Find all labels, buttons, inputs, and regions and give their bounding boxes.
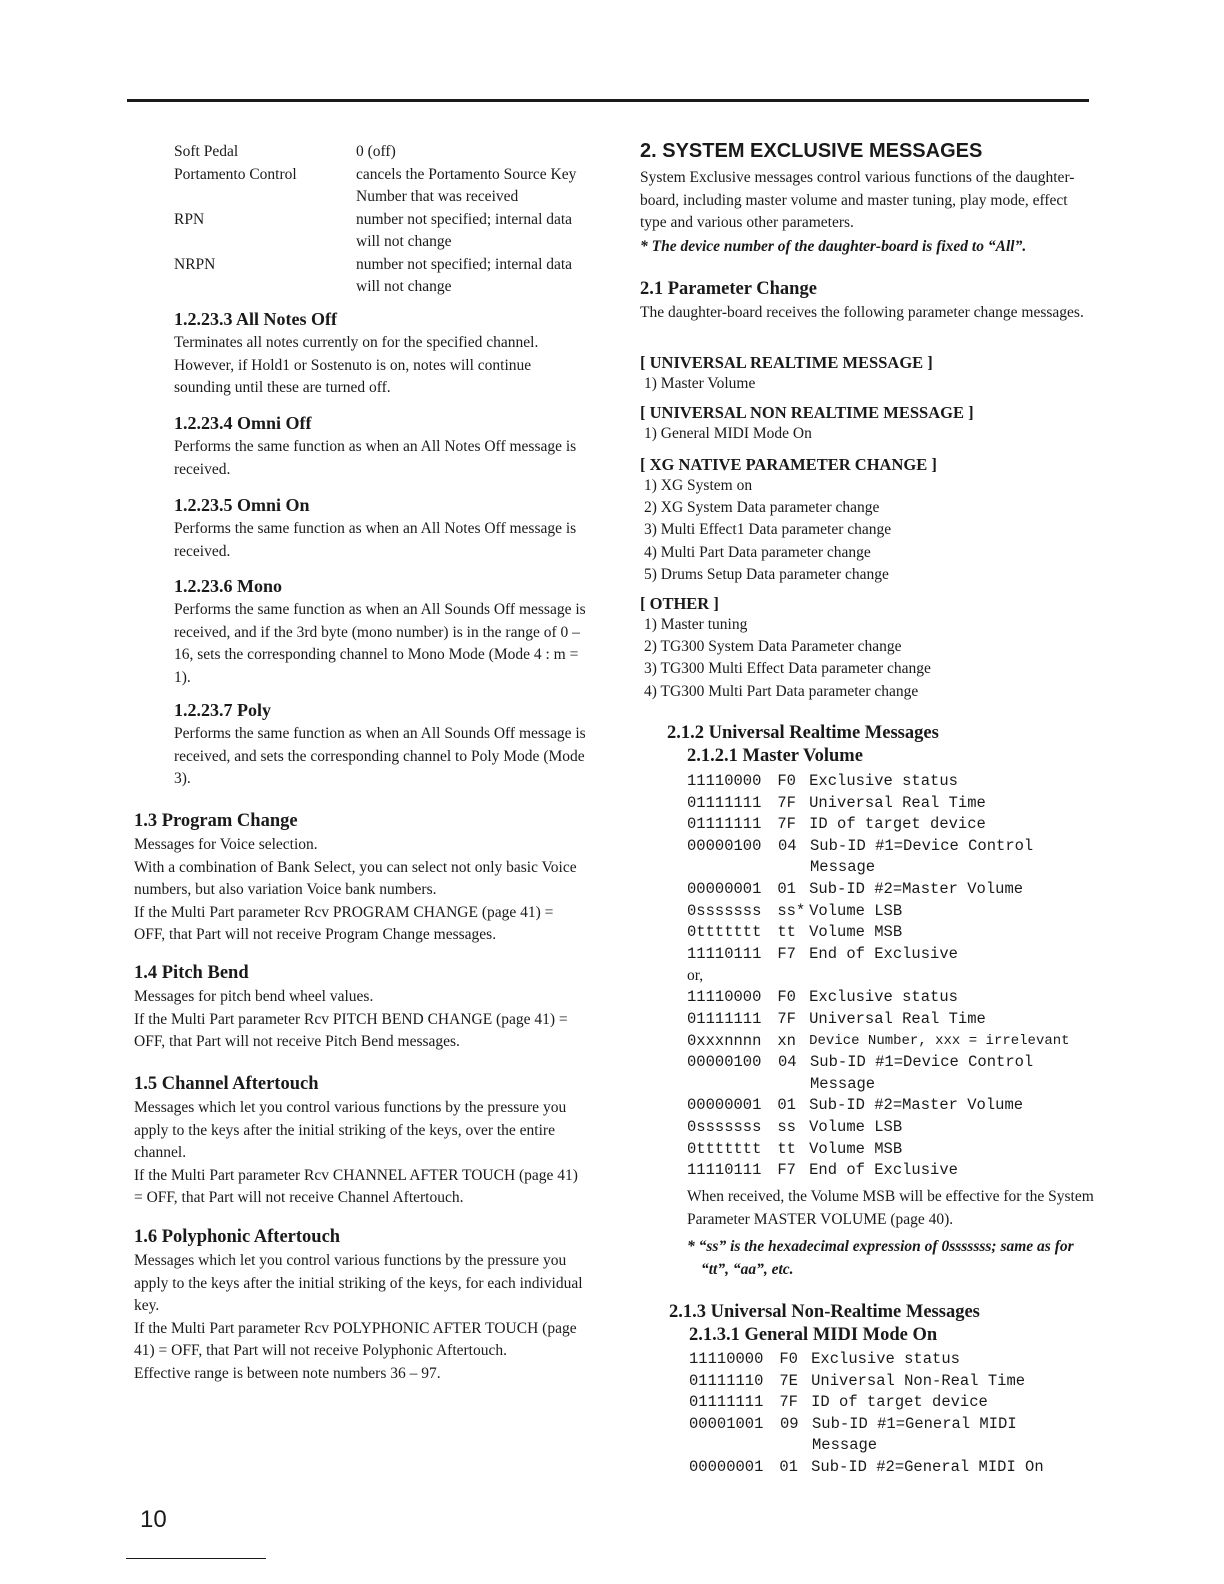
table-row	[687, 1031, 1097, 1053]
hex-value: tt	[777, 923, 796, 942]
section-1-3	[134, 811, 586, 947]
section-heading: 2.1.2 Universal Realtime Messages	[667, 723, 939, 743]
group-header: [ UNIVERSAL REALTIME MESSAGE ]	[640, 353, 933, 372]
binary-value: 00000001	[689, 1457, 764, 1476]
table-row	[689, 1457, 1099, 1479]
byte-description: Sub-ID #1=Device Control Message	[810, 1053, 1034, 1093]
binary-value: 00000100	[687, 1053, 762, 1072]
section-heading: 1.2.23.4 Omni Off	[174, 413, 312, 433]
message-group-xg-native	[640, 455, 1092, 586]
binary-value: 0sssssss	[687, 901, 762, 920]
footer-rule	[126, 1558, 266, 1559]
section-line: Messages for pitch bend wheel values.	[134, 988, 374, 1005]
binary-value: 11110000	[687, 772, 762, 790]
hex-value: F0	[777, 772, 796, 790]
hex-value: ss*	[777, 901, 806, 920]
section-line: Messages which let you control various functions by the pressure you apply to the keys after the initial striking of the keys, over the entire channel.	[134, 1099, 567, 1161]
binary-value: 01111111	[687, 1009, 762, 1028]
param-name: NRPN	[174, 255, 216, 273]
binary-value: 00000001	[687, 879, 762, 898]
master-volume-table-a	[687, 771, 1097, 1182]
binary-value: 0ttttttt	[687, 923, 762, 942]
section-heading: 2.1.3 Universal Non-Realtime Messages	[669, 1302, 980, 1322]
hex-value: 7F	[777, 793, 796, 812]
param-name: Soft Pedal	[174, 143, 239, 160]
section-body: System Exclusive messages control various functions of the daughter-board, including master volume and master tuning, play mode, effect type and various other parameters.	[640, 169, 1075, 231]
list-item: 5) Drums Setup Data parameter change	[644, 565, 889, 583]
section-1-2-23-3	[174, 309, 586, 400]
group-header: [ XG NATIVE PARAMETER CHANGE ]	[640, 455, 937, 474]
binary-value: 01111111	[687, 815, 762, 834]
byte-description: Sub-ID #1=General MIDI Message	[812, 1414, 1017, 1455]
section-1-2-23-4	[174, 413, 586, 481]
table-row	[687, 944, 1097, 966]
hex-value: 01	[777, 879, 796, 898]
byte-description: Device Number, xxx = irrelevant	[809, 1032, 1070, 1049]
list-item: 3) Multi Effect1 Data parameter change	[644, 521, 892, 539]
subsection-heading: 2.1.2.1 Master Volume	[687, 746, 863, 766]
general-midi-table	[689, 1349, 1099, 1479]
section-2	[640, 140, 1092, 258]
binary-value: 0sssssss	[687, 1117, 762, 1136]
byte-description: Exclusive status	[809, 772, 958, 790]
message-group-universal-non-realtime	[640, 403, 1092, 445]
list-item: 2) TG300 System Data Parameter change	[644, 638, 902, 656]
param-value: number not specified; internal data will not change	[356, 210, 573, 250]
list-item: 2) XG System Data parameter change	[644, 499, 880, 517]
param-value: number not specified; internal data will not change	[356, 255, 573, 295]
binary-value: 11110000	[687, 988, 762, 1007]
device-number-note: * The device number of the daughter-board is fixed to “All”.	[640, 237, 1027, 255]
section-heading: 1.5 Channel Aftertouch	[134, 1074, 319, 1094]
section-heading: 1.3 Program Change	[134, 811, 298, 831]
section-body: Terminates all notes currently on for the specified channel. However, if Hold1 or Sostenuto is on, notes will continue sounding until these are turned off.	[174, 334, 539, 396]
param-name: Portamento Control	[174, 165, 297, 183]
byte-description: Sub-ID #1=Device Control Message	[810, 836, 1034, 877]
section-body: Performs the same function as when an All Sounds Off message is received, and sets the corresponding channel to Poly Mode (Mode 3).	[174, 725, 586, 787]
message-group-other	[640, 594, 1092, 703]
param-value: 0 (off)	[356, 143, 396, 160]
top-rule	[127, 99, 1089, 102]
table-row	[174, 164, 596, 209]
section-heading: 1.6 Polyphonic Aftertouch	[134, 1227, 341, 1247]
byte-description: ID of target device	[809, 815, 986, 834]
group-header: [ OTHER ]	[640, 594, 719, 613]
subsection-heading: 2.1.3.1 General MIDI Mode On	[689, 1325, 938, 1345]
section-line: Messages for Voice selection.	[134, 836, 318, 853]
byte-description: Universal Non-Real Time	[811, 1371, 1026, 1390]
byte-description: Volume MSB	[809, 923, 903, 942]
section-line: If the Multi Part parameter Rcv CHANNEL AFTER TOUCH (page 41) = OFF, that Part will not receive Channel Aftertouch.	[134, 1166, 578, 1206]
binary-value: 0ttttttt	[687, 1139, 762, 1158]
list-item: 3) TG300 Multi Effect Data parameter change	[644, 660, 931, 678]
hex-value: F0	[777, 988, 796, 1007]
table-row	[174, 141, 596, 164]
section-body: Performs the same function as when an All Notes Off message is received.	[174, 438, 577, 478]
binary-value: 11110111	[687, 944, 762, 963]
hex-value: 01	[777, 1096, 796, 1115]
section-line: If the Multi Part parameter Rcv PROGRAM CHANGE (page 41) = OFF, that Part will not receive Program Change messages.	[134, 903, 554, 943]
list-item: 4) Multi Part Data parameter change	[644, 543, 871, 561]
section-line: Messages which let you control various functions by the pressure you apply to the keys after the initial striking of the keys, for each individual key.	[134, 1252, 583, 1314]
table-row	[174, 209, 596, 254]
table-row	[687, 1052, 1097, 1095]
hex-value: 01	[779, 1457, 798, 1476]
group-header: [ UNIVERSAL NON REALTIME MESSAGE ]	[640, 403, 974, 422]
byte-description: End of Exclusive	[809, 944, 958, 963]
section-1-6	[134, 1227, 586, 1385]
master-volume-note: When received, the Volume MSB will be effective for the System Parameter MASTER VOLUME (page 40).	[687, 1188, 1094, 1228]
section-1-2-23-5	[174, 495, 586, 563]
binary-value: 0xxxnnnn	[687, 1031, 762, 1050]
table-row	[687, 922, 1097, 944]
hex-value: tt	[777, 1139, 796, 1158]
section-heading: 1.2.23.3 All Notes Off	[174, 309, 337, 329]
hex-value: F7	[777, 944, 796, 963]
hex-value: xn	[777, 1031, 796, 1050]
byte-description: Volume LSB	[809, 1117, 903, 1136]
byte-description: End of Exclusive	[809, 1161, 958, 1180]
byte-description: Universal Real Time	[809, 793, 986, 812]
section-body: Performs the same function as when an All Sounds Off message is received, and if the 3rd byte (mono number) is in the range of 0 – 16, sets the corresponding channel to Mono Mode (Mode 4 : m = 1).	[174, 601, 586, 686]
hex-value: 7F	[777, 1009, 796, 1028]
table-row	[687, 1160, 1097, 1182]
table-row	[687, 1139, 1097, 1161]
section-body: Performs the same function as when an All Notes Off message is received.	[174, 520, 577, 560]
table-row	[687, 793, 1097, 815]
list-item: 1) Master Volume	[644, 375, 756, 392]
section-heading: 2.1 Parameter Change	[640, 279, 817, 299]
byte-description: Volume LSB	[809, 901, 903, 920]
section-1-2-23-7	[174, 700, 586, 791]
byte-description: Sub-ID #2=Master Volume	[809, 1096, 1024, 1115]
section-line: If the Multi Part parameter Rcv PITCH BEND CHANGE (page 41) = OFF, that Part will not receive Pitch Bend messages.	[134, 1010, 568, 1050]
byte-description: ID of target device	[811, 1393, 988, 1412]
section-body: The daughter-board receives the following parameter change messages.	[640, 304, 1084, 321]
section-2-1-3	[669, 1302, 1099, 1346]
or-separator: or,	[687, 967, 704, 985]
param-name: RPN	[174, 210, 205, 228]
table-row	[689, 1349, 1099, 1371]
param-value: cancels the Portamento Source Key Number that was received	[356, 165, 577, 205]
table-row	[687, 901, 1097, 923]
section-heading: 1.2.23.5 Omni On	[174, 495, 310, 515]
page-number: 10	[140, 1506, 167, 1533]
byte-description: Exclusive status	[809, 988, 958, 1007]
hex-value: 09	[780, 1414, 799, 1433]
table-row	[689, 1392, 1099, 1414]
hex-value: 7F	[777, 815, 796, 834]
section-1-2-23-6	[174, 576, 586, 689]
table-row	[687, 1009, 1097, 1031]
binary-value: 11110111	[687, 1161, 762, 1180]
table-row	[689, 1371, 1099, 1393]
byte-description: Sub-ID #2=General MIDI On	[811, 1457, 1044, 1476]
table-row	[687, 1095, 1097, 1117]
binary-value: 01111111	[689, 1393, 764, 1412]
section-heading: 1.4 Pitch Bend	[134, 963, 249, 983]
table-row	[687, 836, 1097, 879]
section-2-1	[640, 279, 1092, 325]
section-heading: 1.2.23.6 Mono	[174, 576, 282, 596]
table-row	[687, 814, 1097, 836]
hex-value: 7F	[779, 1393, 798, 1412]
section-line: If the Multi Part parameter Rcv POLYPHONIC AFTER TOUCH (page 41) = OFF, that Part will not receive Polyphonic Aftertouch.	[134, 1319, 577, 1359]
binary-value: 00000100	[687, 836, 762, 855]
table-row	[689, 1414, 1099, 1457]
hex-footnote: * “ss” is the hexadecimal expression of 0sssssss; same as for “tt”, “aa”, etc.	[687, 1238, 1074, 1278]
byte-description: Exclusive status	[811, 1350, 960, 1368]
table-row	[687, 771, 1097, 793]
section-2-1-2	[667, 723, 1097, 767]
master-volume-notes	[687, 1186, 1097, 1281]
section-1-5	[134, 1074, 586, 1210]
byte-description: Sub-ID #2=Master Volume	[809, 879, 1024, 898]
binary-value: 00000001	[687, 1096, 762, 1115]
message-group-universal-realtime	[640, 353, 1092, 395]
table-row	[174, 254, 596, 299]
hex-value: 04	[778, 836, 797, 855]
table-row	[687, 987, 1097, 1009]
hex-value: 7E	[779, 1371, 798, 1390]
byte-description: Universal Real Time	[809, 1009, 986, 1028]
hex-value: 04	[778, 1053, 797, 1072]
list-item: 1) General MIDI Mode On	[644, 425, 812, 442]
section-line: With a combination of Bank Select, you can select not only basic Voice numbers, but also variation Voice bank numbers.	[134, 858, 577, 898]
list-item: 1) Master tuning	[644, 616, 748, 633]
binary-value: 01111111	[687, 793, 762, 812]
list-item: 1) XG System on	[644, 477, 753, 494]
section-heading: 1.2.23.7 Poly	[174, 700, 271, 720]
binary-value: 00001001	[689, 1414, 764, 1433]
continuation-table	[174, 141, 596, 299]
table-row	[687, 1117, 1097, 1139]
binary-value: 11110000	[689, 1350, 764, 1368]
table-row	[687, 879, 1097, 901]
hex-value: F7	[777, 1161, 796, 1180]
list-item: 4) TG300 Multi Part Data parameter change	[644, 682, 919, 700]
hex-value: ss	[777, 1117, 796, 1136]
section-1-4	[134, 963, 586, 1054]
chapter-heading: 2. SYSTEM EXCLUSIVE MESSAGES	[640, 140, 983, 162]
section-line: Effective range is between note numbers 36 – 97.	[134, 1364, 441, 1382]
binary-value: 01111110	[689, 1371, 764, 1390]
hex-value: F0	[779, 1350, 798, 1368]
byte-description: Volume MSB	[809, 1139, 903, 1158]
